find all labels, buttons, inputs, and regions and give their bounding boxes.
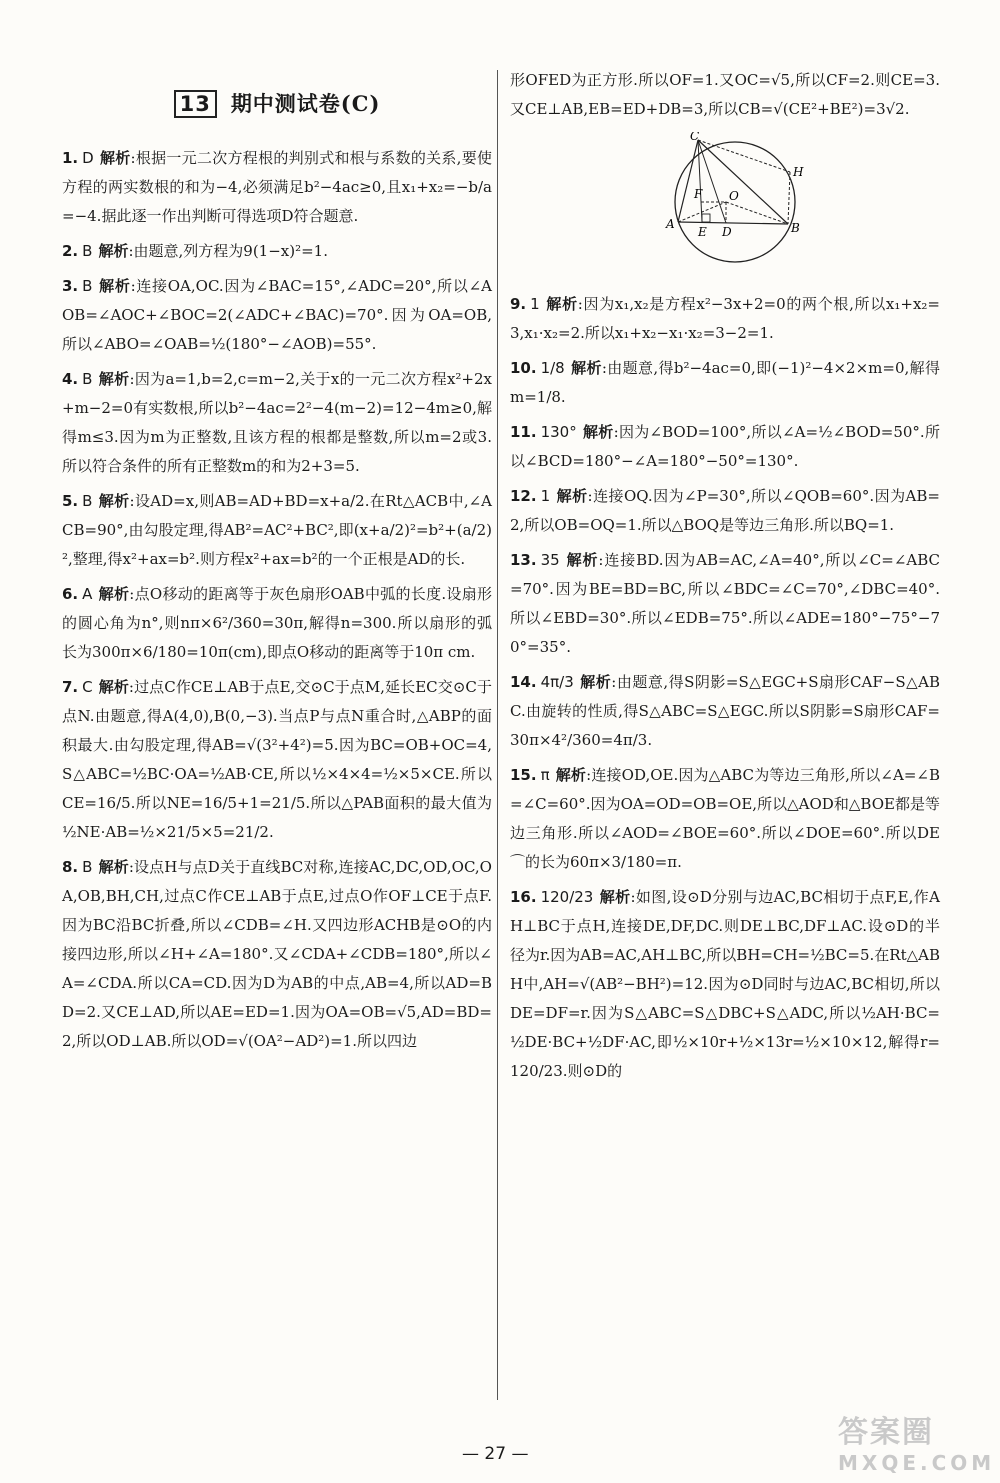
analysis-label: 解析 [599,888,631,906]
analysis-text: :连接OQ.因为∠P=30°,所以∠QOB=60°.因为AB=2,所以OB=OQ=1.所以△BOQ是等边三角形.所以BQ=1. [510,487,940,534]
answer-number: 9. [510,295,527,313]
circle-figure-svg [660,132,810,272]
segment-bh [788,172,790,224]
label-a: A [666,217,675,231]
analysis-text: :设点H与点D关于直线BC对称,连接AC,DC,OD,OC,OA,OB,BH,CH,过点C作CE⊥AB于点E,过点O作OF⊥CE于点F.因为BC沿BC折叠,所以∠CDB=∠H.又四边形ACHB是⊙O的内接四边形,所以∠H+∠A=180°.又∠CDA+∠CDB=180°,所以∠A=∠CDA.所以CA=CD.因为D为AB的中点,AB=4,所以AD=BD=2.又CE⊥AD,所以AE=ED=1.因为OA=OB=√5,AD=BD=2,所以OD⊥AB.所以OD=√(OA²−AD²)=1.所以四边 [62,858,492,1050]
right-angle-mark [702,214,710,222]
answer-item [62,580,492,667]
answer-number: 5. [62,492,79,510]
answer-item [510,418,940,476]
answer-item [510,761,940,877]
label-e: E [698,225,707,239]
right-column [510,66,940,1092]
answer-item [62,365,492,481]
label-h: H [793,165,804,179]
segment-ch [698,140,790,172]
segment-ca [678,140,698,222]
analysis-text: :根据一元二次方程根的判别式和根与系数的关系,要使方程的两实数根的和为−4,必须满足b²−4ac≥0,且x₁+x₂=−b/a=−4.据此逐一作出判断可得选项D符合题意. [62,149,492,225]
analysis-text: :由题意,得b²−4ac=0,即(−1)²−4×2×m=0,解得m=1/8. [510,359,940,406]
title-text: 期中测试卷(C) [230,91,381,116]
answer-choice: 4π/3 [540,673,574,691]
analysis-text: :因为x₁,x₂是方程x²−3x+2=0的两个根,所以x₁+x₂=3,x₁·x₂=2.所以x₁+x₂−x₁·x₂=3−2=1. [510,295,940,342]
answer-choice: B [82,492,93,510]
answer-item [62,673,492,847]
answer-item [510,883,940,1086]
right-answer-list [510,290,940,1086]
answer-item [510,290,940,348]
analysis-label: 解析 [555,766,587,784]
answer-choice: B [82,242,93,260]
answer-number: 2. [62,242,79,260]
answer-choice: B [82,858,93,876]
analysis-label: 解析 [98,678,129,696]
answer-item [62,144,492,231]
answer-choice: 120/23 [540,888,594,906]
answer-number: 11. [510,423,537,441]
analysis-label: 解析 [98,370,130,388]
answer-number: 3. [62,277,79,295]
answer-choice: 1 [530,295,540,313]
answer-item [510,546,940,662]
analysis-label: 解析 [556,487,588,505]
answer-number: 7. [62,678,79,696]
label-b: B [791,221,800,235]
analysis-text: :如图,设⊙D分别与边AC,BC相切于点F,E,作AH⊥BC于点H,连接DE,DF,DC.则DE⊥BC,DF⊥AC.设⊙D的半径为r.因为AB=AC,AH⊥BC,所以BH=CH=½BC=5.在Rt△ABH中,AH=√(AB²−BH²)=12.因为⊙D同时与边AC,BC相切,所以DE=DF=r.因为S△ABC=S△DBC+S△ADC,所以½AH·BC=½DE·BC+½DF·AC,即½×10r+½×13r=½×10×12,解得r=120/23.则⊙D的 [510,888,940,1080]
answer-item [62,487,492,574]
label-o: O [729,189,739,203]
answer-number: 13. [510,551,537,569]
analysis-text: :过点C作CE⊥AB于点E,交⊙C于点M,延长EC交⊙C于点N.由题意,得A(4,0),B(0,−3).当点P与点N重合时,△ABP的面积最大.由勾股定理,得AB=√(3²+4²)=5.因为BC=OB+OC=4,S△ABC=½BC·OA=½AB·CE,所以½×4×4=½×5×CE.所以CE=16/5.所以NE=16/5+1=21/5.所以△PAB面积的最大值为½NE·AB=½×21/5×5=21/2. [62,678,492,841]
analysis-text: :连接BD.因为AB=AC,∠A=40°,所以∠C=∠ABC=70°.因为BE=BD=BC,所以∠BDC=∠C=70°,∠DBC=40°.所以∠EBD=30°.所以∠EDB=75°.所以∠ADE=180°−75°−70°=35°. [510,551,940,656]
answer-item [62,272,492,359]
answer-choice: π [540,766,550,784]
analysis-label: 解析 [565,551,599,569]
watermark-logo [838,1407,996,1477]
segment-ab [678,222,788,224]
label-f: F [694,187,703,201]
answer-item [62,853,492,1056]
answer-number: 8. [62,858,79,876]
segment-cb [698,140,788,224]
analysis-label: 解析 [582,423,614,441]
analysis-label: 解析 [570,359,602,377]
answer-number: 10. [510,359,537,377]
analysis-text: :点O移动的距离等于灰色扇形OAB中弧的长度.设扇形的圆心角为n°,则nπ×6²/360=30π,解得n=300.所以扇形的弧长为300π×6/180=10π(cm),即点O移动的距离等于10π cm. [62,585,492,661]
analysis-text: :连接OA,OC.因为∠BAC=15°,∠ADC=20°,所以∠AOB=∠AOC+∠BOC=2(∠ADC+∠BAC)=70°.因为OA=OB,所以∠ABO=∠OAB=½(180°−∠AOB)=55°. [62,277,492,353]
column-divider [497,70,498,1400]
answer-number: 15. [510,766,537,784]
section-number: 13 [174,90,217,118]
answer-number: 6. [62,585,79,603]
analysis-label: 解析 [98,858,129,876]
answer-item [510,354,940,412]
watermark-line2: MXQE.COM [838,1451,996,1475]
answer-choice: 1/8 [540,359,565,377]
answer-choice: C [82,678,93,696]
analysis-text: :因为∠BOD=100°,所以∠A=½∠BOD=50°.所以∠BCD=180°−∠A=180°−50°=130°. [510,423,940,470]
answer-choice: 1 [540,487,551,505]
analysis-text: :因为a=1,b=2,c=m−2,关于x的一元二次方程x²+2x+m−2=0有实数根,所以b²−4ac=2²−4(m−2)=12−4m≥0,解得m≤3.因为m为正整数,且该方程的根都是整数,所以m=2或3.所以符合条件的所有正整数m的和为2+3=5. [62,370,492,475]
page-number: — 27 — [462,1444,529,1464]
answer-number: 1. [62,149,79,167]
answer-choice: 130° [540,423,577,441]
answer-number: 12. [510,487,537,505]
analysis-label: 解析 [99,149,131,167]
analysis-label: 解析 [579,673,612,691]
analysis-label: 解析 [98,277,131,295]
analysis-label: 解析 [98,492,130,510]
geometry-figure [660,132,940,276]
answer-number: 14. [510,673,537,691]
segment-ob [726,202,788,224]
continued-paragraph: 形OFED为正方形.所以OF=1.又OC=√5,所以CF=2.则CE=3.又CE⊥AB,EB=ED+DB=3,所以CB=√(CE²+BE²)=3√2. [510,71,940,118]
answer-item [62,237,492,266]
analysis-text: :由题意,得S阴影=S△EGC+S扇形CAF−S△ABC.由旋转的性质,得S△ABC=S△EGC.所以S阴影=S扇形CAF=30π×4²/360=4π/3. [510,673,940,749]
label-d: D [722,225,732,239]
analysis-text: :由题意,列方程为9(1−x)²=1. [128,242,328,260]
answer-choice: 35 [540,551,560,569]
left-answer-list [62,144,492,1056]
label-c: C [690,132,700,143]
left-column [62,88,492,1062]
analysis-label: 解析 [98,585,130,603]
answer-choice: B [82,277,93,295]
answer-number: 16. [510,888,537,906]
answer-item [510,668,940,755]
answer-number: 4. [62,370,79,388]
analysis-text: :设AD=x,则AB=AD+BD=x+a/2.在Rt△ACB中,∠ACB=90°,由勾股定理,得AB²=AC²+BC²,即(x+a/2)²=b²+(a/2)²,整理,得x²+ax=b².则方程x²+ax=b²的一个正根是AD的长. [62,492,492,568]
answer-choice: B [82,370,93,388]
answer-choice: A [82,585,93,603]
answer-item [510,482,940,540]
page-title [62,88,492,118]
answer-choice: D [82,149,94,167]
analysis-label: 解析 [545,295,578,313]
analysis-text: :连接OD,OE.因为△ABC为等边三角形,所以∠A=∠B=∠C=60°.因为OA=OD=OB=OE,所以△AOD和△BOE都是等边三角形.所以∠AOD=∠BOE=60°.所以∠DOE=60°.所以DE⌒的长为60π×3/180=π. [510,766,940,871]
analysis-label: 解析 [98,242,129,260]
watermark-line1: 答案圈 [838,1415,934,1450]
